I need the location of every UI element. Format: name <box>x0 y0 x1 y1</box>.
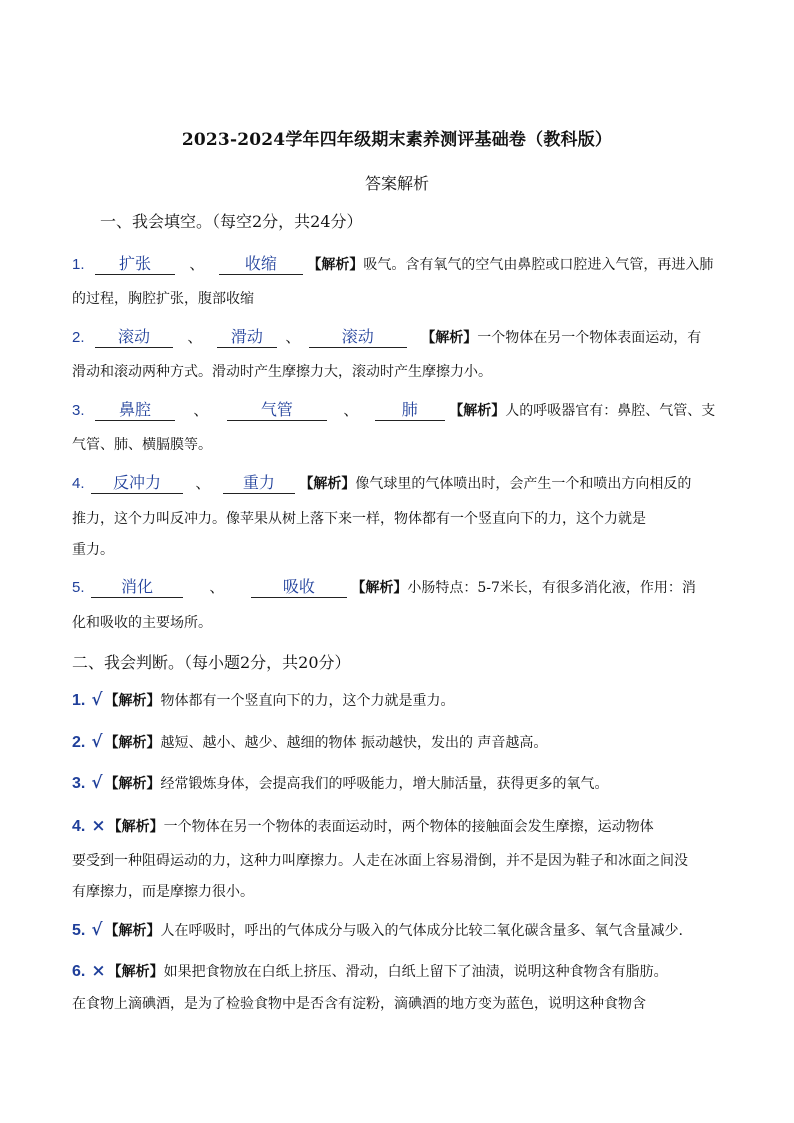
page-title: 2023-2024学年四年级期末素养测评基础卷（教科版） <box>181 130 613 150</box>
judge-item-3 <box>72 773 609 794</box>
judge-item-6-continued: 在食物上滴碘酒，是为了检验食物中是否含有淀粉，滴碘酒的地方变为蓝色，说明这种食物含 <box>72 996 646 1012</box>
item-number: 3. <box>72 402 85 419</box>
fill-item-1-continued: 的过程，胸腔扩张，腹部收缩 <box>72 291 254 307</box>
analysis-tag: 【解析】 <box>107 819 164 835</box>
item-number: 2. <box>72 734 86 751</box>
analysis-text: 越短、越小、越少、越细的物体 振动越快，发出的 声音越高。 <box>160 735 548 751</box>
separator: 、 <box>343 401 359 419</box>
separator: 、 <box>193 401 209 419</box>
answer-blank: 收缩 <box>219 254 303 275</box>
judge-item-4-continued: 要受到一种阻碍运动的力，这种力叫摩擦力。人走在冰面上容易滑倒，并不是因为鞋子和冰面之间没 <box>72 853 688 869</box>
item-number: 1. <box>72 256 85 273</box>
judge-item-5 <box>72 920 683 941</box>
analysis-tag: 【解析】 <box>299 476 356 492</box>
fill-item-2 <box>72 327 701 348</box>
judge-item-6 <box>72 961 668 982</box>
analysis-tag: 【解析】 <box>104 735 161 751</box>
check-mark-icon: √ <box>91 920 103 940</box>
answer-blank: 气管 <box>227 400 327 421</box>
answer-blank: 扩张 <box>95 254 175 275</box>
analysis-tag: 【解析】 <box>104 776 161 792</box>
answer-blank: 反冲力 <box>91 473 183 494</box>
item-number: 4. <box>72 818 86 835</box>
separator: 、 <box>189 255 205 273</box>
item-number: 5. <box>72 922 86 939</box>
analysis-text: 一个物体在另一个物体的表面运动时，两个物体的接触面会发生摩擦，运动物体 <box>163 819 654 835</box>
analysis-text: 如果把食物放在白纸上挤压、滑动，白纸上留下了油渍，说明这种食物含有脂肪。 <box>163 964 668 980</box>
answer-blank: 鼻腔 <box>95 400 175 421</box>
item-number: 3. <box>72 775 86 792</box>
analysis-text: 人在呼吸时，呼出的气体成分与吸入的气体成分比较二氧化碳含量多、氧气含量减少. <box>160 923 683 939</box>
separator: 、 <box>187 328 203 346</box>
separator: 、 <box>285 328 301 346</box>
fill-item-4-continued: 推力，这个力叫反冲力。像苹果从树上落下来一样，物体都有一个竖直向下的力，这个力就是 <box>72 511 646 527</box>
answer-blank: 滚动 <box>95 327 173 348</box>
item-number: 2. <box>72 329 85 346</box>
check-mark-icon: √ <box>91 732 103 752</box>
answer-blank: 重力 <box>223 473 295 494</box>
fill-item-3 <box>72 400 715 421</box>
answer-blank: 肺 <box>375 400 445 421</box>
separator: 、 <box>195 474 211 492</box>
check-mark-icon: √ <box>91 690 103 710</box>
fill-item-2-continued: 滑动和滚动两种方式。滑动时产生摩擦力大，滚动时产生摩擦力小。 <box>72 364 492 380</box>
fill-item-3-continued: 气管、肺、横膈膜等。 <box>72 437 212 453</box>
answer-blank: 吸收 <box>251 577 347 598</box>
cross-mark-icon: × <box>91 961 106 981</box>
judge-item-1 <box>72 690 455 711</box>
judge-item-4 <box>72 816 654 837</box>
answer-blank: 消化 <box>91 577 183 598</box>
page-subtitle: 答案解析 <box>364 174 429 193</box>
analysis-text: 吸气。含有氧气的空气由鼻腔或口腔进入气管，再进入肺 <box>363 257 714 273</box>
analysis-tag: 【解析】 <box>104 923 161 939</box>
item-number: 5. <box>72 579 85 596</box>
cross-mark-icon: × <box>91 816 106 836</box>
section-fill-heading: 一、我会填空。（每空2分，共24分） <box>100 212 363 231</box>
analysis-tag: 【解析】 <box>351 580 408 596</box>
analysis-text: 物体都有一个竖直向下的力，这个力就是重力。 <box>160 693 455 709</box>
analysis-tag: 【解析】 <box>307 257 364 273</box>
analysis-text: 像气球里的气体喷出时，会产生一个和喷出方向相反的 <box>355 476 692 492</box>
analysis-tag: 【解析】 <box>449 403 506 419</box>
analysis-tag: 【解析】 <box>104 693 161 709</box>
section-judge-heading: 二、我会判断。（每小题2分，共20分） <box>72 653 351 672</box>
item-number: 6. <box>72 963 86 980</box>
answer-blank: 滑动 <box>217 327 277 348</box>
answer-blank: 滚动 <box>309 327 407 348</box>
judge-item-4-continued-2: 有摩擦力，而是摩擦力很小。 <box>72 884 254 900</box>
item-number: 1. <box>72 692 86 709</box>
fill-item-4-continued-2: 重力。 <box>72 542 114 558</box>
separator: 、 <box>209 578 225 596</box>
analysis-text: 一个物体在另一个物体表面运动，有 <box>477 330 702 346</box>
analysis-text: 小肠特点：5-7米长，有很多消化液，作用：消 <box>407 580 696 596</box>
fill-item-5 <box>72 577 696 598</box>
analysis-text: 经常锻炼身体，会提高我们的呼吸能力，增大肺活量，获得更多的氧气。 <box>160 776 609 792</box>
item-number: 4. <box>72 475 85 492</box>
fill-item-4 <box>72 473 691 494</box>
judge-item-2 <box>72 732 547 753</box>
analysis-text: 人的呼吸器官有：鼻腔、气管、支 <box>505 403 716 419</box>
analysis-tag: 【解析】 <box>107 964 164 980</box>
fill-item-5-continued: 化和吸收的主要场所。 <box>72 615 212 631</box>
fill-item-1 <box>72 254 713 275</box>
check-mark-icon: √ <box>91 773 103 793</box>
analysis-tag: 【解析】 <box>421 330 478 346</box>
